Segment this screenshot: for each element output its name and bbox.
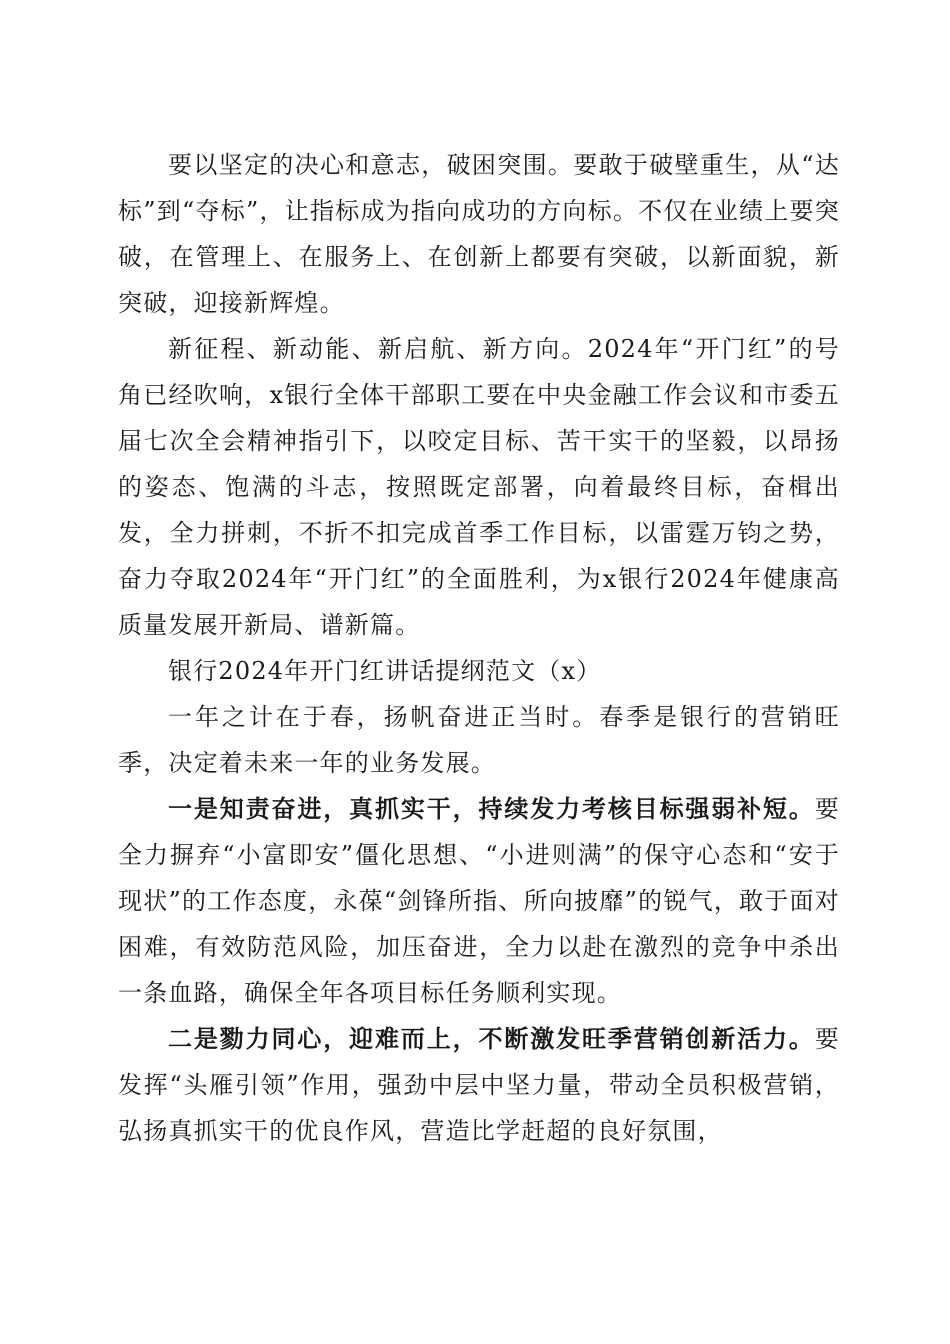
point-one [118,786,840,1016]
paragraph-new-journey [118,326,840,648]
document-body [118,142,840,1154]
point-heading: 二是勠力同心，迎难而上，不断激发旺季营销创新活力。 [168,1024,815,1053]
paragraph-text: 新征程、新动能、新启航、新方向。2024年“开门红”的号角已经吹响，x银行全体干部职工要在中央金融工作会议和市委五届七次全会精神指引下，以咬定目标、苦干实干的坚毅，以昂扬的姿态、饱满的斗志，按照既定部署，向着最终目标，奋楫出发，全力拼刺，不折不扣完成首季工作目标，以雷霆万钧之势，奋力夺取2024年“开门红”的全面胜利，为x银行2024年健康高质量发展开新局、谱新篇。 [118,335,840,639]
section-title: 银行2024年开门红讲话提纲范文（x） [168,657,602,685]
point-heading: 一是知责奋进，真抓实干，持续发力考核目标强弱补短。 [168,794,815,823]
point-text: 要全力摒弃“小富即安”僵化思想、“小进则满”的保守心态和“安于现状”的工作态度，永葆“剑锋所指、所向披靡”的锐气，敢于面对困难，有效防范风险，加压奋进，全力以赴在激烈的竞争中杀出一条血路，确保全年各项目标任务顺利实现。 [118,795,840,1007]
paragraph-text: 一年之计在于春，扬帆奋进正当时。春季是银行的营销旺季，决定着未来一年的业务发展。 [118,703,840,777]
paragraph-intro [118,694,840,786]
point-two [118,1016,840,1154]
point-text: 要发挥“头雁引领”作用，强劲中层中坚力量，带动全员积极营销，弘扬真抓实干的优良作风，营造比学赶超的良好氛围， [118,1025,840,1145]
paragraph-breakthrough [118,142,840,326]
paragraph-text: 要以坚定的决心和意志，破困突围。要敢于破壁重生，从“达标”到“夺标”，让指标成为指向成功的方向标。不仅在业绩上要突破，在管理上、在服务上、在创新上都要有突破，以新面貌，新突破，迎接新辉煌。 [118,151,840,317]
